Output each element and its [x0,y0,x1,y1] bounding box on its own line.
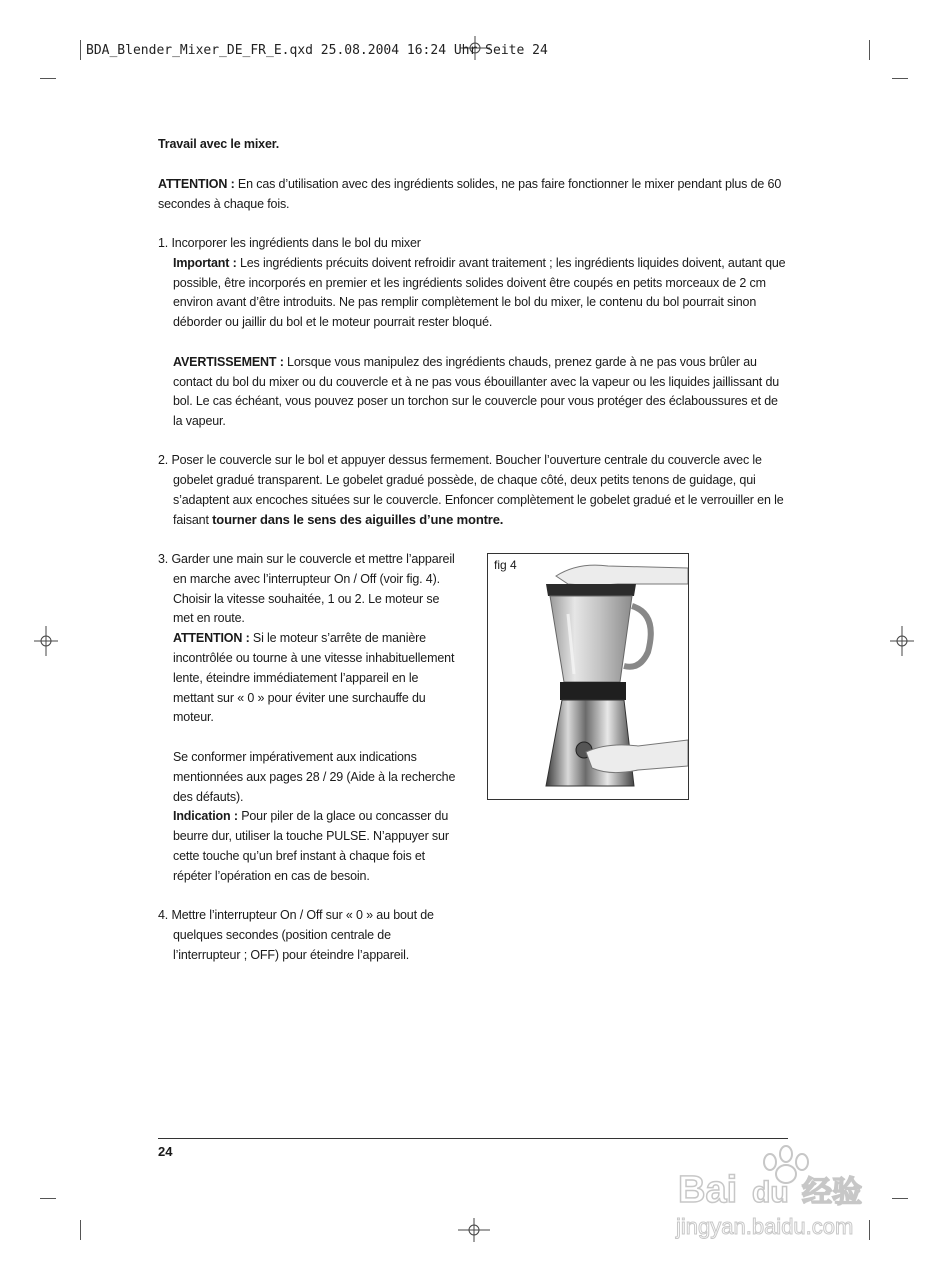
figure-4 [487,553,689,800]
crop-mark [40,1198,56,1199]
crop-mark [869,40,870,60]
footer-rule [158,1138,788,1139]
registration-mark-right [890,626,914,656]
warning-label: AVERTISSEMENT : [173,354,284,369]
svg-text:经验: 经验 [802,1175,862,1210]
svg-text:Bai: Bai [678,1169,738,1211]
important-note [158,254,790,333]
step-3-attention-label: ATTENTION : [173,631,250,646]
page-number: 24 [158,1144,173,1159]
step-3-attention [158,629,456,728]
step-1 [158,234,790,432]
attention-text: En cas d’utilisation avec des ingrédients solides, ne pas faire fonctionner le mixer pendant plus de 60 secondes à chaque fois. [158,177,782,211]
step-4: 4. Mettre l’interrupteur On / Off sur « 0 » au bout de quelques secondes (position centrale de l’interrupteur ; OFF) pour éteindre l’appareil. [158,908,434,962]
figure-label: fig 4 [494,558,517,572]
registration-mark-left [34,626,58,656]
crop-mark [40,78,56,79]
registration-mark-bottom [458,1218,490,1242]
indication-note [158,807,456,886]
warning-text: Lorsque vous manipulez des ingrédients chauds, prenez garde à ne pas vous brûler au contact du bol du mixer ou du couvercle et à ne pas vous ébouillanter avec la vapeur ou les liquides jaillissant du bol. Le cas échéant, vous pouvez poser un torchon sur le couvercle pour vous protéger des éclaboussures et de la vapeur. [173,354,780,429]
attention-label: ATTENTION : [158,177,235,191]
watermark-logo [670,1142,900,1242]
step-2-text: 2. Poser le couvercle sur le bol et appuyer dessus fermement. Boucher l’ouverture centrale du couvercle avec le gobelet gradué transparent. Le gobelet gradué possède, de chaque côté, deux petits tenons de guidage, qui s’adaptent aux encoches situées sur le couvercle. Enfoncer complètement le gobelet gradué et le verrouiller en le faisant [158,453,784,528]
step-3-text: 3. Garder une main sur le couvercle et mettre l’appareil en marche avec l’interrupteur On / Off (voir fig. 4). Choisir la vitesse souhaitée, 1 ou 2. Le moteur se met en route. [158,552,455,626]
warning-note [158,353,790,432]
file-slug: BDA_Blender_Mixer_DE_FR_E.qxd 25.08.2004 16:24 Uhr Seite 24 [86,43,548,58]
step-3 [158,550,456,887]
important-text: Les ingrédients précuits doivent refroidir avant traitement ; les ingrédients liquides doivent, autant que possible, être incorporés en premier et les ingrédients solides doivent être coupés en petits morceaux de 2 cm environ avant d’être introduits. Ne pas remplir complètement le bol du mixer, le contenu du bol pourrait sinon déborder ou jaillir du bol et le moteur pourrait rester bloqué. [173,255,786,330]
step-3-reference: Se conformer impérativement aux indications mentionnées aux pages 28 / 29 (Aide à la recherche des défauts). [173,749,456,804]
crop-mark [892,78,908,79]
svg-text:jingyan.baidu.com: jingyan.baidu.com [676,1214,854,1239]
step-2-bold: tourner dans le sens des aiguilles d’une montre. [212,512,504,528]
step-1-heading: 1. Incorporer les ingrédients dans le bol du mixer [158,236,421,250]
crop-mark [80,1220,81,1240]
indication-text: Pour piler de la glace ou concasser du beurre dur, utiliser la touche PULSE. N’appuyer sur cette touche qu’un bref instant à chaque fois et répéter l’opération en cas de besoin. [173,809,449,883]
blender-photo [488,554,688,799]
crop-mark [80,40,81,60]
page-title: Travail avec le mixer. [158,137,280,151]
svg-text:du: du [752,1176,789,1209]
attention-paragraph [158,175,790,215]
step-2 [158,451,790,531]
step-3-attention-text: Si le moteur s’arrête de manière incontrôlée ou tourne à une vitesse inhabituellement lente, éteindre immédiatement l’appareil en le mettant sur « 0 » pour éviter une surchauffe du moteur. [173,631,455,725]
indication-label: Indication : [173,809,238,824]
important-label: Important : [173,255,237,270]
